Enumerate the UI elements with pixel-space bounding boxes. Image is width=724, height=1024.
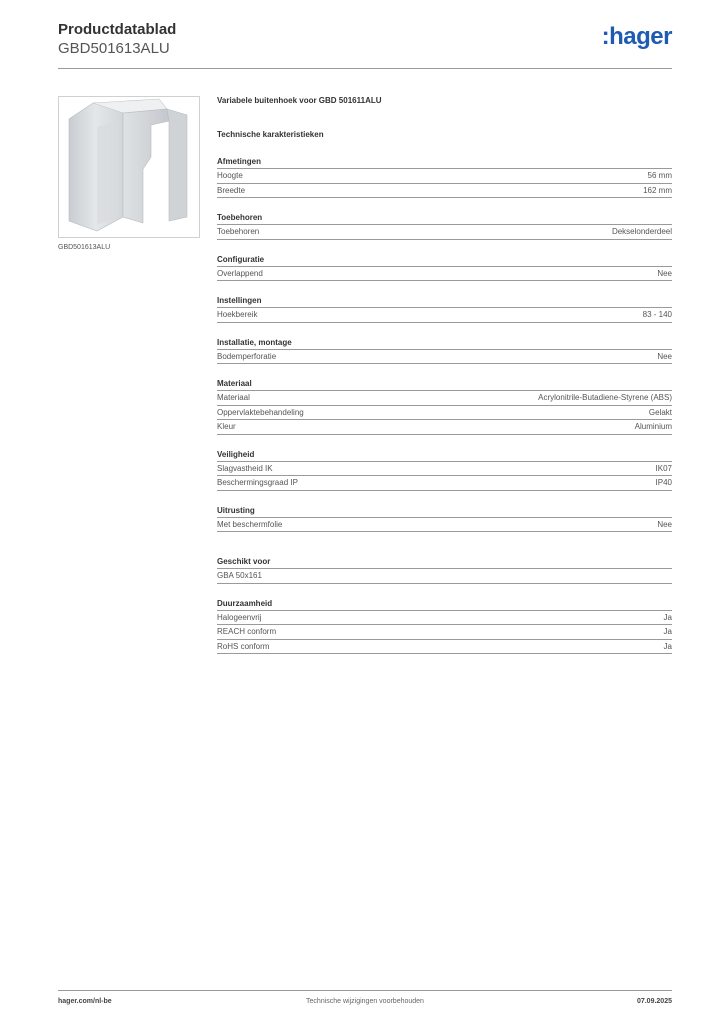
footer-note: Technische wijzigingen voorbehouden <box>306 998 424 1005</box>
spec-label: RoHS conform <box>217 641 270 651</box>
spec-row <box>217 476 672 491</box>
spec-value: Dekselonderdeel <box>611 227 672 236</box>
spec-value: Nee <box>657 351 672 361</box>
section-installatie-montage <box>217 337 672 365</box>
spec-row <box>217 391 672 406</box>
image-caption: GBD501613ALU <box>58 244 111 251</box>
spec-value: IP40 <box>655 478 672 487</box>
spec-row <box>217 308 672 323</box>
spec-label: Slagvastheid IK <box>217 463 273 473</box>
spec-value: 83 - 140 <box>642 310 672 319</box>
section-uitrusting <box>217 505 672 533</box>
section-afmetingen <box>217 156 672 198</box>
spec-row <box>217 267 672 282</box>
spec-label: Hoekbereik <box>217 310 258 319</box>
spec-label: Oppervlaktebehandeling <box>217 407 304 417</box>
product-image <box>58 96 200 238</box>
spec-label: REACH conform <box>217 627 277 636</box>
spec-label: Bodemperforatie <box>217 351 277 361</box>
section-duurzaamheid <box>217 598 672 655</box>
spec-row <box>217 225 672 240</box>
section-toebehoren <box>217 212 672 240</box>
spec-row <box>217 169 672 184</box>
spec-value: Acrylonitrile-Butadiene-Styrene (ABS) <box>538 393 672 402</box>
product-code: GBD501613ALU <box>58 40 170 57</box>
spec-content <box>217 96 672 654</box>
spec-label: GBA 50x161 <box>217 571 262 580</box>
spec-value: IK07 <box>655 463 672 473</box>
spec-label: Hoogte <box>217 171 243 180</box>
spec-label: Breedte <box>217 185 246 195</box>
product-title: Variabele buitenhoek voor GBD 501611ALU <box>217 96 382 105</box>
footer-divider <box>58 990 672 991</box>
spec-label: Beschermingsgraad IP <box>217 478 298 487</box>
spec-row <box>217 184 672 199</box>
spec-value: Ja <box>663 627 672 636</box>
section-veiligheid <box>217 449 672 491</box>
spec-value: Ja <box>663 612 672 622</box>
section-heading: Afmetingen <box>217 156 672 169</box>
section-heading: Uitrusting <box>217 505 672 518</box>
section-heading: Instellingen <box>217 295 672 308</box>
spec-label: Halogeenvrij <box>217 612 262 622</box>
product-corner-illustration <box>59 97 199 237</box>
spec-row <box>217 518 672 533</box>
spec-value: Gelakt <box>648 407 672 417</box>
spec-value: 162 mm <box>643 185 672 195</box>
spec-label: Met beschermfolie <box>217 519 283 529</box>
document-title: Productdatablad <box>58 21 177 38</box>
header-divider <box>58 68 672 69</box>
page-header <box>58 21 672 69</box>
spec-row <box>217 420 672 435</box>
spec-label: Kleur <box>217 422 236 431</box>
spec-value: Aluminium <box>634 422 672 431</box>
spec-value: Nee <box>657 268 672 278</box>
spec-value: Nee <box>657 519 672 529</box>
hager-logo: :hager <box>601 23 672 50</box>
spec-row <box>217 625 672 640</box>
spec-row <box>217 611 672 626</box>
section-heading: Veiligheid <box>217 449 672 462</box>
spec-row <box>217 640 672 655</box>
spec-row <box>217 350 672 365</box>
section-heading: Configuratie <box>217 254 672 267</box>
section-heading: Geschikt voor <box>217 556 672 569</box>
section-geschikt-voor <box>217 556 672 584</box>
technical-characteristics-heading: Technische karakteristieken <box>217 130 324 139</box>
spec-label: Materiaal <box>217 393 250 402</box>
section-heading: Toebehoren <box>217 212 672 225</box>
section-configuratie <box>217 254 672 282</box>
footer-date: 07.09.2025 <box>636 998 672 1005</box>
spec-row <box>217 569 672 584</box>
spec-value: Ja <box>663 641 672 651</box>
spec-value: 56 mm <box>647 171 672 180</box>
section-heading: Duurzaamheid <box>217 598 672 611</box>
section-instellingen <box>217 295 672 323</box>
footer-url[interactable]: hager.com/nl-be <box>58 998 112 1005</box>
section-heading: Materiaal <box>217 378 672 391</box>
spec-row <box>217 462 672 477</box>
section-materiaal <box>217 378 672 435</box>
section-heading: Installatie, montage <box>217 337 672 350</box>
spec-label: Toebehoren <box>217 227 260 236</box>
spec-label: Overlappend <box>217 268 263 278</box>
spec-row <box>217 406 672 421</box>
